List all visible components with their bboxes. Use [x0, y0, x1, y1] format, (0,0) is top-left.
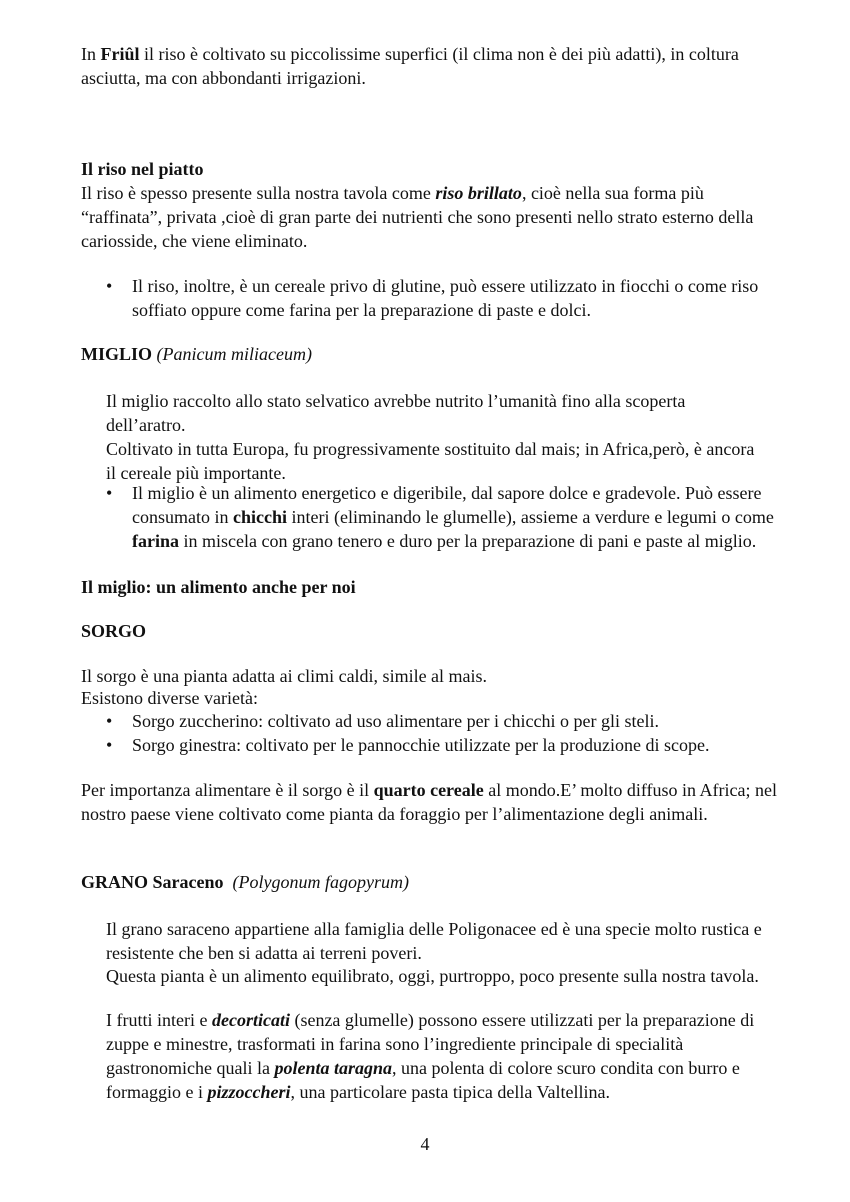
text-span: il riso è coltivato su piccolissime superfici (il clima non è dei più adatti), in coltura asciutta, ma con abbondanti irrigazioni. [81, 44, 739, 88]
bullet-sorgo-ginestra [106, 733, 792, 757]
emphasis-friul: Friûl [100, 44, 140, 64]
heading-sorgo: SORGO [81, 621, 147, 641]
latin-name-miglio: (Panicum miliaceum) [156, 344, 312, 364]
page-number: 4 [420, 1134, 430, 1154]
miglio-paragraph-2: Coltivato in tutta Europa, fu progressivamente sostituito dal mais; in Africa,però, è ancora il cereale più importante. [106, 439, 755, 483]
heading-grano-title: GRANO [81, 872, 148, 892]
text-span: In [81, 44, 101, 64]
text-span: , una particolare pasta tipica della Valtellina. [290, 1082, 611, 1102]
bullet-miglio-alimento [106, 481, 792, 553]
miglio-paragraph-1: Il miglio raccolto allo stato selvatico avrebbe nutrito l’umanità fino alla scoperta dell’aratro. [106, 391, 686, 435]
emphasis-chicchi: chicchi [233, 507, 287, 527]
heading-riso-nel-piatto: Il riso nel piatto [81, 159, 204, 179]
sorgo-paragraph-1: Il sorgo è una pianta adatta ai climi caldi, simile al mais. [81, 666, 488, 686]
bullet-text: Il riso, inoltre, è un cereale privo di glutine, può essere utilizzato in fiocchi o come riso soffiato oppure come farina per la preparazione di paste e dolci. [132, 276, 759, 320]
bullet-icon: • [106, 711, 113, 731]
grano-paragraph-1: Il grano saraceno appartiene alla famiglia delle Poligonacee ed è una specie molto rustica e resistente che ben si adatta ai terreni poveri. [106, 919, 762, 963]
text-span: (senza glumelle) possono essere utilizzati per la preparazione di zuppe e minestre, trasformati in farina sono l’ingrediente principale di specialità gastronomiche quali la [106, 1010, 755, 1078]
bullet-icon: • [106, 483, 113, 503]
heading-miglio-title: MIGLIO [81, 344, 153, 364]
emphasis-pizzoccheri: pizzoccheri [207, 1082, 291, 1102]
bullet-text: Sorgo zuccherino: coltivato ad uso alimentare per i chicchi o per gli steli. [132, 711, 660, 731]
text-span: Per importanza alimentare è il sorgo è il [81, 780, 374, 800]
grano-paragraph-2: Questa pianta è un alimento equilibrato, oggi, purtroppo, poco presente sulla nostra tavola. [106, 966, 759, 986]
heading-grano-subtitle: Saraceno [148, 872, 224, 892]
subheading-miglio-per-noi: Il miglio: un alimento anche per noi [81, 577, 356, 597]
grano-paragraph-3 [106, 1008, 766, 1104]
bullet-text: Il miglio è un alimento energetico e digeribile, dal sapore dolce e gradevole. Può essere consumato in [132, 483, 762, 527]
bullet-text: Sorgo ginestra: coltivato per le pannocchie utilizzate per la produzione di scope. [132, 735, 710, 755]
latin-name-grano: (Polygonum fagopyrum) [232, 872, 409, 892]
bullet-icon: • [106, 735, 113, 755]
bullet-text: interi (eliminando le glumelle), assieme a verdure e legumi o come [287, 507, 774, 527]
heading-grano-saraceno [81, 870, 781, 894]
bullet-text: in miscela con grano tenero e duro per la preparazione di pani e paste al miglio. [179, 531, 757, 551]
bullet-riso-glutine [106, 274, 792, 322]
emphasis-riso-brillato: riso brillato [435, 183, 522, 203]
text-span: , cioè nella sua forma più “raffinata”, privata ,cioè di gran parte dei nutrienti che sono presenti nello strato esterno della cariosside, che viene eliminato. [81, 183, 754, 251]
heading-miglio [81, 342, 781, 366]
emphasis-decorticati: decorticati [211, 1010, 290, 1030]
bullet-icon: • [106, 276, 113, 296]
text-span: , una polenta di colore scuro condita con burro e formaggio e i [106, 1058, 740, 1102]
emphasis-polenta-taragna: polenta taragna [274, 1058, 392, 1078]
text-span: I frutti interi e [106, 1010, 212, 1030]
text-span: al mondo.E’ molto diffuso in Africa; nel nostro paese viene coltivato come pianta da foraggio per l’alimentazione degli animali. [81, 780, 778, 824]
sorgo-paragraph-2: Esistono diverse varietà: [81, 688, 258, 708]
riso-paragraph [81, 181, 781, 253]
sorgo-paragraph-3 [81, 778, 781, 826]
friul-paragraph [81, 42, 781, 90]
bullet-sorgo-zuccherino [106, 709, 792, 733]
emphasis-farina: farina [132, 531, 179, 551]
emphasis-quarto-cereale: quarto cereale [373, 780, 484, 800]
text-span: Il riso è spesso presente sulla nostra tavola come [81, 183, 436, 203]
